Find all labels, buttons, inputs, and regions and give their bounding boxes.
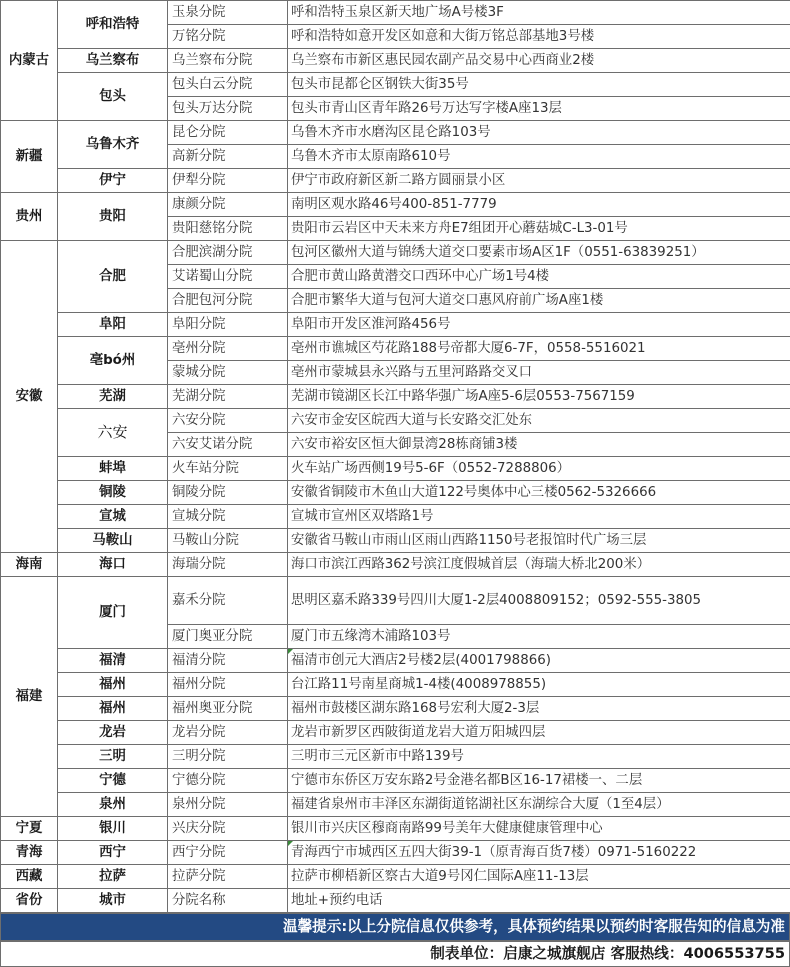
branch-cell: 玉泉分院 (168, 1, 288, 25)
branch-cell: 火车站分院 (168, 457, 288, 481)
branch-cell: 伊犁分院 (168, 169, 288, 193)
branch-cell: 亳州分院 (168, 337, 288, 361)
city-cell: 海口 (58, 553, 168, 577)
address-cell: 伊宁市政府新区新二路方圆丽景小区 (288, 169, 790, 193)
city-cell: 伊宁 (58, 169, 168, 193)
city-cell: 福清 (58, 649, 168, 673)
city-cell: 呼和浩特 (58, 1, 168, 49)
branch-cell: 包头白云分院 (168, 73, 288, 97)
province-cell: 青海 (1, 841, 58, 865)
address-cell: 呼和浩特玉泉区新天地广场A号楼3F (288, 1, 790, 25)
branch-cell: 高新分院 (168, 145, 288, 169)
city-cell: 芜湖 (58, 385, 168, 409)
city-cell: 贵阳 (58, 193, 168, 241)
address-cell: 海口市滨江西路362号滨江度假城首层（海瑞大桥北200米） (288, 553, 790, 577)
province-cell: 安徽 (1, 241, 58, 553)
address-cell: 拉萨市柳梧新区察古大道9号冈仁国际A座11-13层 (288, 865, 790, 889)
branch-cell: 龙岩分院 (168, 721, 288, 745)
notice-banner: 温馨提示:以上分院信息仅供参考，具体预约结果以预约时客服告知的信息为准 (0, 913, 790, 941)
address-cell: 思明区嘉禾路339号四川大厦1-2层4008809152；0592-555-3805 (288, 577, 790, 625)
table-row (1, 577, 790, 625)
address-cell: 乌鲁木齐市太原南路610号 (288, 145, 790, 169)
table-row (1, 721, 790, 745)
address-cell: 宣城市宣州区双塔路1号 (288, 505, 790, 529)
address-cell: 福州市鼓楼区湖东路168号宏利大厦2-3层 (288, 697, 790, 721)
address-cell: 台江路11号南星商城1-4楼(4008978855) (288, 673, 790, 697)
address-cell: 亳州市蒙城县永兴路与五里河路路交叉口 (288, 361, 790, 385)
address-cell: 六安市金安区皖西大道与长安路交汇处东 (288, 409, 790, 433)
branch-cell: 西宁分院 (168, 841, 288, 865)
branch-cell: 六安艾诺分院 (168, 433, 288, 457)
table-row (1, 865, 790, 889)
city-cell: 包头 (58, 73, 168, 121)
address-cell: 呼和浩特如意开发区如意和大街万铭总部基地3号楼 (288, 25, 790, 49)
branch-cell: 厦门奥亚分院 (168, 625, 288, 649)
table-row (1, 337, 790, 361)
address-cell: 乌兰察布市新区惠民园农副产品交易中心西商业2楼 (288, 49, 790, 73)
table-row (1, 169, 790, 193)
city-cell: 乌兰察布 (58, 49, 168, 73)
address-cell: 亳州市谯城区芍花路188号帝都大厦6-7F，0558-5516021 (288, 337, 790, 361)
address-cell: 福建省泉州市丰泽区东湖街道铭湖社区东湖综合大厦（1至4层） (288, 793, 790, 817)
province-cell: 福建 (1, 577, 58, 817)
table-row (1, 241, 790, 265)
address-cell: 龙岩市新罗区西陂街道龙岩大道万阳城四层 (288, 721, 790, 745)
table-header-row (1, 889, 790, 913)
address-cell: 三明市三元区新市中路139号 (288, 745, 790, 769)
table-row (1, 457, 790, 481)
table-row (1, 769, 790, 793)
city-cell: 西宁 (58, 841, 168, 865)
table-row (1, 793, 790, 817)
city-cell: 阜阳 (58, 313, 168, 337)
address-cell: 六安市裕安区恒大御景湾28栋商铺3楼 (288, 433, 790, 457)
address-cell: 合肥市繁华大道与包河大道交口惠风府前广场A座1楼 (288, 289, 790, 313)
city-cell: 厦门 (58, 577, 168, 649)
table-row (1, 313, 790, 337)
address-cell: 芜湖市镜湖区长江中路华强广场A座5-6层0553-7567159 (288, 385, 790, 409)
city-cell: 马鞍山 (58, 529, 168, 553)
province-cell: 海南 (1, 553, 58, 577)
city-cell: 蚌埠 (58, 457, 168, 481)
branch-cell: 铜陵分院 (168, 481, 288, 505)
table-row (1, 697, 790, 721)
city-cell: 拉萨 (58, 865, 168, 889)
branch-cell: 福州奥亚分院 (168, 697, 288, 721)
branch-cell: 嘉禾分院 (168, 577, 288, 625)
table-row (1, 385, 790, 409)
header-province: 省份 (1, 889, 58, 913)
address-cell: 福清市创元大酒店2号楼2层(4001798866) (288, 649, 790, 673)
address-cell: 火车站广场西侧19号5-6F（0552-7288806） (288, 457, 790, 481)
branch-cell: 三明分院 (168, 745, 288, 769)
table-row (1, 841, 790, 865)
table-row (1, 745, 790, 769)
city-cell: 六安 (58, 409, 168, 457)
branch-cell: 合肥包河分院 (168, 289, 288, 313)
city-cell: 铜陵 (58, 481, 168, 505)
city-cell: 合肥 (58, 241, 168, 313)
province-cell: 宁夏 (1, 817, 58, 841)
branch-cell: 艾诺蜀山分院 (168, 265, 288, 289)
branch-cell: 包头万达分院 (168, 97, 288, 121)
branch-cell: 宁德分院 (168, 769, 288, 793)
city-cell: 宣城 (58, 505, 168, 529)
address-cell: 贵阳市云岩区中天未来方舟E7组团开心蘑菇城C-L3-01号 (288, 217, 790, 241)
city-cell: 宁德 (58, 769, 168, 793)
branch-cell: 泉州分院 (168, 793, 288, 817)
branch-cell: 蒙城分院 (168, 361, 288, 385)
city-cell: 亳bó州 (58, 337, 168, 385)
table-row (1, 505, 790, 529)
branch-cell: 福清分院 (168, 649, 288, 673)
city-cell: 三明 (58, 745, 168, 769)
branch-cell: 拉萨分院 (168, 865, 288, 889)
table-row (1, 409, 790, 433)
address-cell: 安徽省马鞍山市雨山区雨山西路1150号老报馆时代广场三层 (288, 529, 790, 553)
address-cell: 南明区观水路46号400-851-7779 (288, 193, 790, 217)
branch-cell: 康颜分院 (168, 193, 288, 217)
table-row (1, 193, 790, 217)
address-cell: 安徽省铜陵市木鱼山大道122号奥体中心三楼0562-5326666 (288, 481, 790, 505)
maker-footer: 制表单位：启康之城旗舰店 客服热线：4006553755 (0, 941, 790, 967)
table-row (1, 481, 790, 505)
branch-cell: 马鞍山分院 (168, 529, 288, 553)
city-cell: 福州 (58, 673, 168, 697)
table-row (1, 817, 790, 841)
province-cell: 贵州 (1, 193, 58, 241)
address-cell: 合肥市黄山路黄潜交口西环中心广场1号4楼 (288, 265, 790, 289)
table-row (1, 73, 790, 97)
branch-cell: 六安分院 (168, 409, 288, 433)
address-cell: 青海西宁市城西区五四大街39-1（原青海百货7楼）0971-5160222 (288, 841, 790, 865)
table-row (1, 121, 790, 145)
table-row (1, 673, 790, 697)
branch-cell: 阜阳分院 (168, 313, 288, 337)
city-cell: 乌鲁木齐 (58, 121, 168, 169)
branch-cell: 乌兰察布分院 (168, 49, 288, 73)
branch-cell: 福州分院 (168, 673, 288, 697)
table-row (1, 529, 790, 553)
address-cell: 乌鲁木齐市水磨沟区昆仑路103号 (288, 121, 790, 145)
address-cell: 厦门市五缘湾木浦路103号 (288, 625, 790, 649)
branch-cell: 芜湖分院 (168, 385, 288, 409)
address-cell: 宁德市东侨区万安东路2号金港名都B区16-17裙楼一、二层 (288, 769, 790, 793)
branch-cell: 合肥滨湖分院 (168, 241, 288, 265)
city-cell: 泉州 (58, 793, 168, 817)
table-row (1, 553, 790, 577)
province-cell: 西藏 (1, 865, 58, 889)
city-cell: 福州 (58, 697, 168, 721)
branch-cell: 兴庆分院 (168, 817, 288, 841)
table-row (1, 649, 790, 673)
table-row (1, 49, 790, 73)
branch-cell: 昆仑分院 (168, 121, 288, 145)
province-cell: 内蒙古 (1, 1, 58, 121)
city-cell: 龙岩 (58, 721, 168, 745)
address-cell: 包头市昆都仑区钢铁大街35号 (288, 73, 790, 97)
branch-cell: 海瑞分院 (168, 553, 288, 577)
city-cell: 银川 (58, 817, 168, 841)
header-address: 地址+预约电话 (288, 889, 790, 913)
branch-cell: 宣城分院 (168, 505, 288, 529)
address-cell: 银川市兴庆区穆商南路99号美年大健康健康管理中心 (288, 817, 790, 841)
branch-cell: 万铭分院 (168, 25, 288, 49)
table-row (1, 1, 790, 25)
branch-cell: 贵阳慈铭分院 (168, 217, 288, 241)
address-cell: 阜阳市开发区淮河路456号 (288, 313, 790, 337)
province-cell: 新疆 (1, 121, 58, 193)
address-cell: 包头市青山区青年路26号万达写字楼A座13层 (288, 97, 790, 121)
address-cell: 包河区徽州大道与锦绣大道交口要素市场A区1F（0551-63839251） (288, 241, 790, 265)
header-branch: 分院名称 (168, 889, 288, 913)
header-city: 城市 (58, 889, 168, 913)
